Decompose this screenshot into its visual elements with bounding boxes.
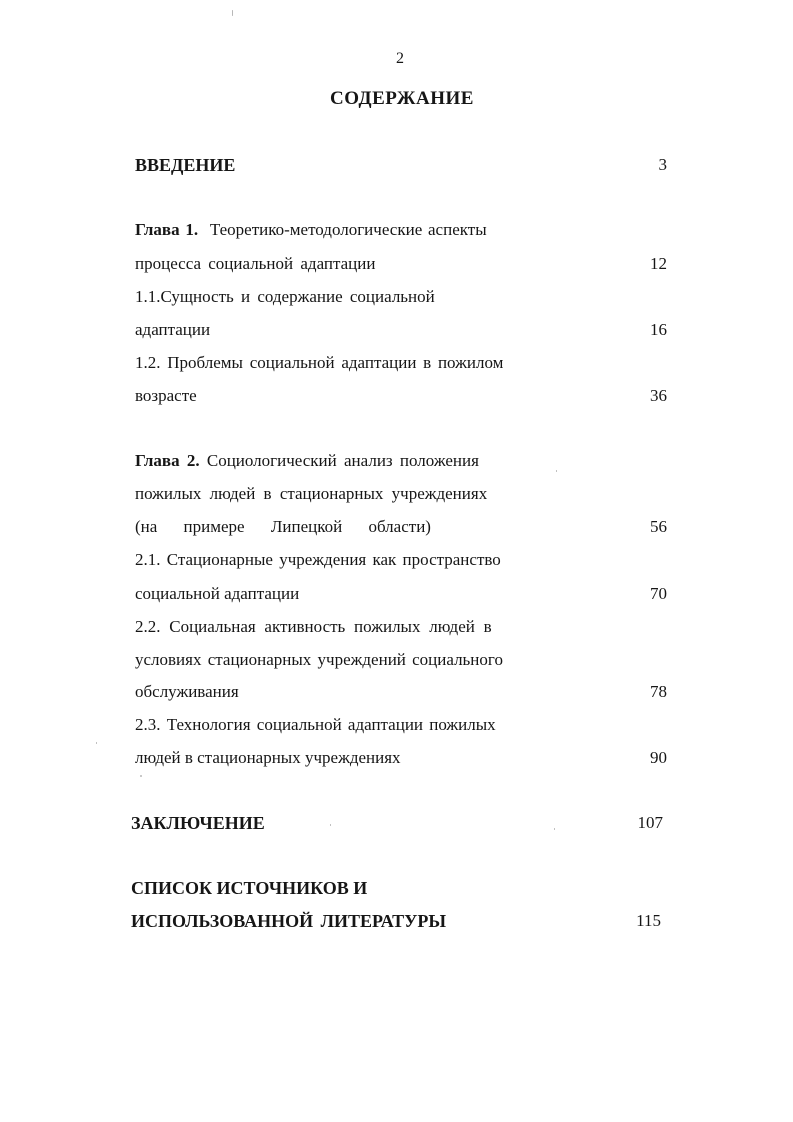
page-number: 2 bbox=[396, 50, 404, 67]
scan-speck bbox=[556, 470, 557, 472]
toc-chapter2-title-line2: пожилых людей в стационарных учреждениях bbox=[135, 484, 488, 503]
scan-speck bbox=[554, 828, 555, 830]
toc-chapter1-heading bbox=[135, 220, 487, 240]
toc-section-2-3-page: 90 bbox=[650, 748, 667, 767]
toc-section-2-2-line1: 2.2. Социальная активность пожилых людей в bbox=[135, 617, 492, 636]
toc-section-2-2-line3: обслуживания bbox=[135, 682, 239, 701]
toc-chapter2-heading bbox=[135, 451, 479, 471]
toc-section-2-3-line1: 2.3. Технология социальной адаптации пожилых bbox=[135, 715, 496, 734]
toc-chapter1-title-line2: процесса социальной адаптации bbox=[135, 254, 376, 273]
toc-section-2-2-page: 78 bbox=[650, 682, 667, 701]
toc-section-1-1-line1: 1.1.Сущность и содержание социальной bbox=[135, 287, 435, 306]
page-title: СОДЕРЖАНИЕ bbox=[330, 88, 474, 109]
toc-chapter2-page: 56 bbox=[650, 517, 667, 536]
scan-speck bbox=[96, 742, 97, 744]
scan-speck bbox=[232, 10, 233, 16]
toc-section-1-2-page: 36 bbox=[650, 386, 667, 405]
toc-chapter1-label: Глава 1. bbox=[135, 220, 199, 239]
toc-conclusion-page: 107 bbox=[637, 813, 663, 832]
toc-section-1-1-page: 16 bbox=[650, 320, 667, 339]
toc-chapter2-label: Глава 2. bbox=[135, 451, 200, 470]
scan-speck bbox=[140, 775, 142, 777]
toc-section-2-1-line2: социальной адаптации bbox=[135, 584, 300, 603]
toc-section-1-2-line2: возрасте bbox=[135, 386, 197, 405]
toc-section-2-2-line2: условиях стационарных учреждений социального bbox=[135, 650, 503, 669]
scan-speck bbox=[330, 824, 331, 826]
toc-chapter2-title-line1: Социологический анализ положения bbox=[206, 451, 479, 470]
toc-section-1-2-line1: 1.2. Проблемы социальной адаптации в пожилом bbox=[135, 353, 504, 372]
toc-references-line1: СПИСОК ИСТОЧНИКОВ И bbox=[131, 878, 368, 898]
toc-section-2-3-line2: людей в стационарных учреждениях bbox=[135, 748, 401, 767]
toc-chapter1-page: 12 bbox=[650, 254, 667, 273]
toc-intro-label: ВВЕДЕНИЕ bbox=[135, 155, 236, 175]
toc-intro-page: 3 bbox=[658, 155, 667, 174]
toc-section-2-1-page: 70 bbox=[650, 584, 667, 603]
toc-references-line2: ИСПОЛЬЗОВАННОЙ ЛИТЕРАТУРЫ bbox=[131, 911, 447, 931]
toc-references-page: 115 bbox=[636, 911, 661, 930]
toc-chapter2-title-line3: (на примере Липецкой области) bbox=[135, 517, 431, 536]
toc-section-2-1-line1: 2.1. Стационарные учреждения как пространство bbox=[135, 550, 501, 569]
toc-section-1-1-line2: адаптации bbox=[135, 320, 211, 339]
toc-conclusion-label: ЗАКЛЮЧЕНИЕ bbox=[131, 813, 265, 833]
toc-chapter1-title-line1: Теоретико-методологические аспекты bbox=[209, 220, 487, 239]
